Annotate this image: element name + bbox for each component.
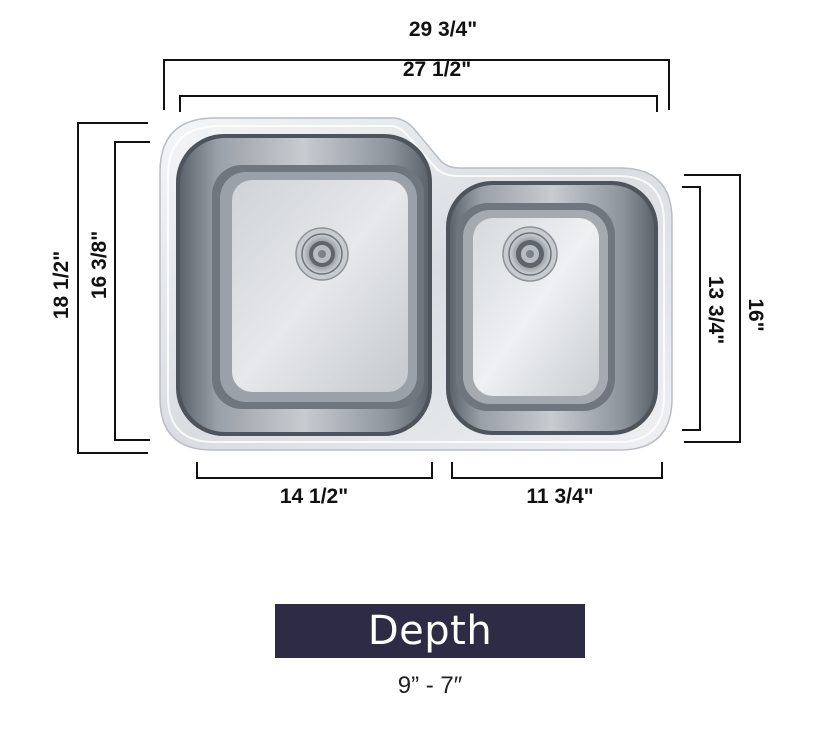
right-bowl-inner-height-line xyxy=(682,187,700,430)
left-bowl-width-line xyxy=(197,462,432,478)
left-bowl xyxy=(176,134,432,436)
inner-height-label: 16 3/8" xyxy=(88,230,111,300)
right-bowl-width-line xyxy=(452,462,662,478)
overall-height-label: 18 1/2" xyxy=(50,250,73,320)
sink xyxy=(160,118,672,450)
depth-banner: Depth xyxy=(275,604,585,658)
right-bowl-inner-height-label: 13 3/4" xyxy=(704,275,727,345)
left-drain-icon xyxy=(296,228,348,280)
left-bowl-width-label: 14 1/2" xyxy=(279,485,349,508)
inner-width-line xyxy=(180,96,657,112)
right-drain-icon xyxy=(503,227,557,281)
right-bowl xyxy=(446,181,658,435)
right-bowl-height-label: 16" xyxy=(744,298,767,332)
depth-value: 9” - 7″ xyxy=(397,672,463,699)
overall-width-label: 29 3/4" xyxy=(408,18,478,41)
inner-height-line xyxy=(115,142,150,440)
right-bowl-width-label: 11 3/4" xyxy=(526,485,594,508)
inner-width-label: 27 1/2" xyxy=(402,58,472,81)
